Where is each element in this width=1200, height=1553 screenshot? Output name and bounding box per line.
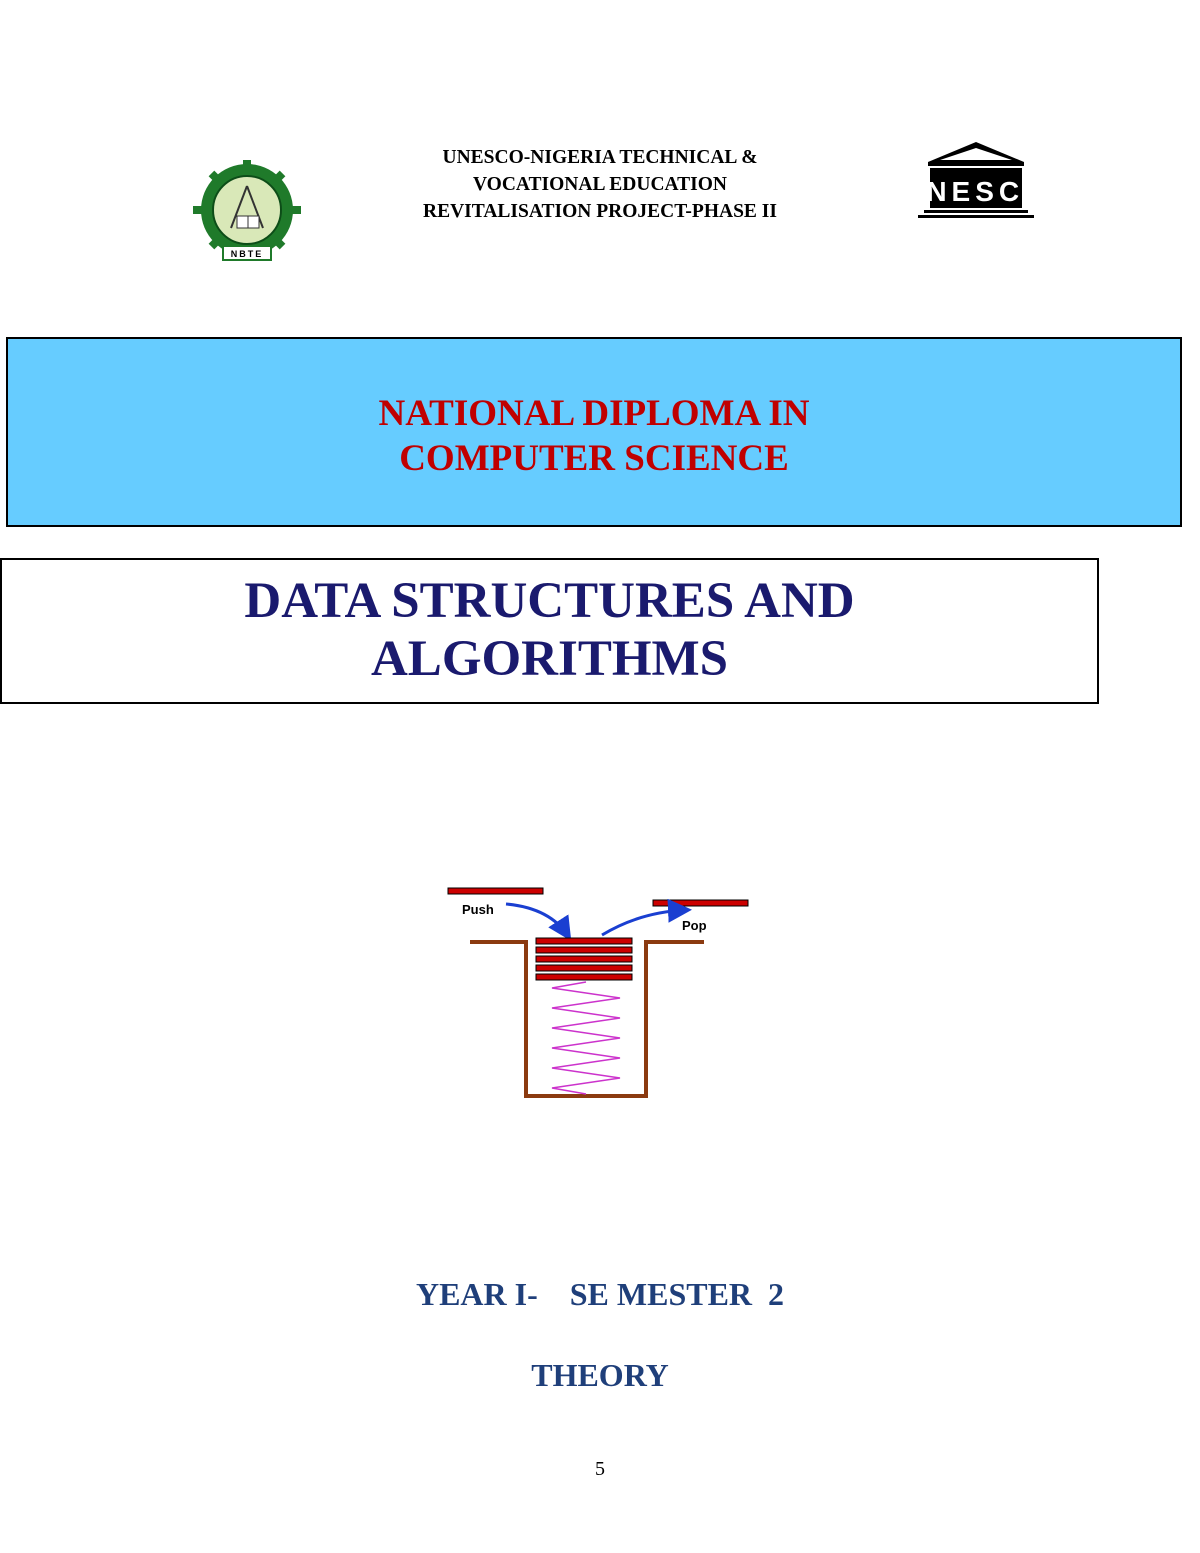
year-semester: YEAR I- SE MESTER 2 [415,1276,785,1312]
course-title-line-2: ALGORITHMS [370,631,729,687]
nbte-logo-text: NBTE [230,249,264,259]
diploma-banner [6,337,1182,527]
diploma-line-1: NATIONAL DIPLOMA IN [378,393,810,434]
course-title-line-1: DATA STRUCTURES AND [244,573,855,629]
pop-label: Pop [682,918,707,933]
course-title-box [0,558,1099,704]
pop-arrow [602,910,686,935]
page-number: 5 [595,1458,605,1480]
stack-illustration [440,880,760,1110]
push-plate [448,888,543,894]
push-label: Push [462,902,494,917]
spring [552,982,620,1094]
diploma-title [8,391,1180,481]
header-line-1: UNESCO-NIGERIA TECHNICAL & [442,147,758,168]
course-title [2,572,1097,688]
header-line-2: VOCATIONAL EDUCATION [472,174,728,195]
push-arrow [506,904,568,936]
project-header [360,144,840,225]
unesco-logo [901,140,1051,220]
unesco-logo-text: UNESCO [901,176,1051,207]
header-line-3: REVITALISATION PROJECT-PHASE II [423,201,777,222]
nbte-logo [193,160,301,264]
pop-plate [653,900,748,906]
stacked-plates [536,938,632,980]
diploma-line-2: COMPUTER SCIENCE [399,438,789,479]
theory-label: THEORY [531,1357,669,1393]
